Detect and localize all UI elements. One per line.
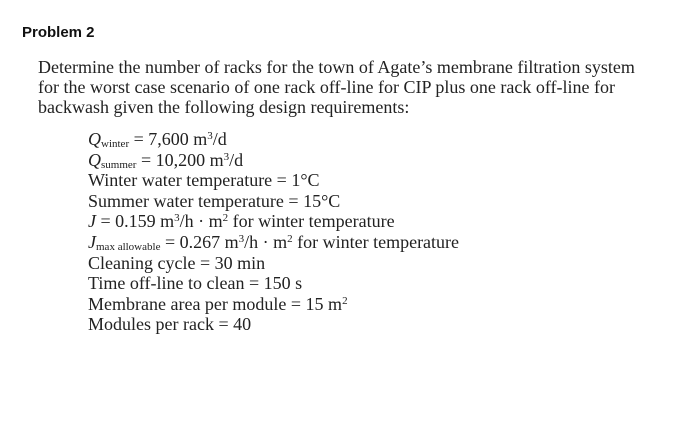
membrane-area-exponent: 2 <box>342 294 348 307</box>
flux-max-condition: for winter temperature <box>292 231 460 252</box>
flux-max-exponent-a: 3 <box>238 232 245 245</box>
statement-line-1: Determine the number of racks for the town of Agate’s membrane filtration system <box>38 57 635 77</box>
q-symbol: Q <box>88 149 101 170</box>
j-symbol: J <box>88 211 96 232</box>
req-q-winter <box>88 129 459 150</box>
req-modules-per-rack: Modules per rack = 40 <box>88 314 252 335</box>
req-membrane-area <box>88 294 459 315</box>
req-q-summer <box>88 150 459 171</box>
statement-line-2: for the worst case scenario of one rack off-line for CIP plus one rack off-line for <box>38 77 615 97</box>
flux-unit: /h · m <box>179 211 223 232</box>
req-flux-max-allowable <box>88 232 459 253</box>
flux-max-subscript: max allowable <box>96 240 161 253</box>
flux-exponent-a: 3 <box>174 212 180 225</box>
req-cleaning-cycle: Cleaning cycle = 30 min <box>88 252 266 273</box>
design-requirements-list <box>88 129 459 335</box>
membrane-area-value: Membrane area per module = 15 m <box>88 293 343 314</box>
j-symbol: J <box>88 231 96 252</box>
q-summer-unit-tail: /d <box>229 149 244 170</box>
q-summer-subscript: summer <box>101 158 137 171</box>
flux-max-unit: /h · m <box>244 231 288 252</box>
q-summer-unit-exponent: 3 <box>223 150 230 163</box>
flux-max-value: = 0.267 m <box>160 231 239 252</box>
problem-statement <box>38 57 688 117</box>
flux-exponent-b: 2 <box>222 212 229 225</box>
req-summer-temperature: Summer water temperature = 15°C <box>88 190 341 211</box>
q-summer-value: = 10,200 m <box>136 149 224 170</box>
statement-line-3: backwash given the following design requirements: <box>38 97 410 117</box>
q-winter-subscript: winter <box>101 138 130 150</box>
q-symbol: Q <box>88 129 101 149</box>
flux-value: = 0.159 m <box>96 211 175 232</box>
problem-title: Problem 2 <box>22 24 95 41</box>
q-winter-unit-tail: /d <box>212 129 227 149</box>
q-winter-value: = 7,600 m <box>129 129 208 149</box>
req-flux <box>88 211 459 232</box>
flux-condition: for winter temperature <box>228 211 395 232</box>
req-time-offline: Time off-line to clean = 150 s <box>88 273 303 294</box>
q-winter-unit-exponent: 3 <box>207 130 213 142</box>
req-winter-temperature: Winter water temperature = 1°C <box>88 170 320 191</box>
flux-max-exponent-b: 2 <box>287 232 293 245</box>
